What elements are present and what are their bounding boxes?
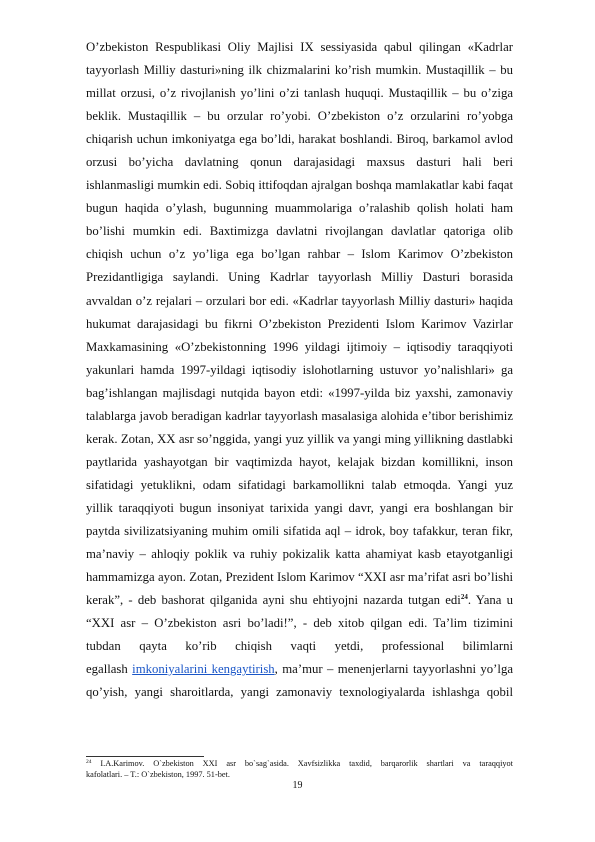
- footnote-line-1: [86, 758, 513, 769]
- text-line-17: talablarga javob beradigan kadrlar tayyorlash masalasiga alohida e’tibor berishimiz: [86, 408, 513, 423]
- footnote-reference[interactable]: 24: [460, 593, 468, 602]
- text-line-25: [86, 589, 513, 612]
- text-line-12: avvaldan o’z rejalari – orzulari bor edi. «Kadrlar tayyorlash Milliy dasturi» haqida: [86, 293, 513, 308]
- text-line-28-end: , ma’mur – menenjerlarni tayyorlashni yo’lga: [274, 662, 513, 677]
- text-line-27: tubdan qayta ko’rib chiqish vaqti yetdi, professional bilimlarni: [86, 639, 513, 654]
- footnote-divider: [86, 756, 204, 757]
- text-line-3: millat orzusi, o’z rivojlanish yo’lini o’zi tanlash huquqi. Mustaqillik – bu o’ziga: [86, 86, 513, 101]
- text-line-1: O’zbekiston Respublikasi Oliy Majlisi IX sessiyasida qabul qilingan «Kadrlar: [86, 40, 513, 54]
- text-line-10: chiqish uchun o’z yo’liga ega bo’lgan rahbar – Islom Karimov O’zbekiston: [86, 247, 513, 262]
- body-text: [86, 36, 513, 704]
- footnote-text-1: I.A.Karimov. O`zbekiston XXI asr bo`sag`asida. Xavfsizlikka taxdid, barqarorlik shartlari va taraqqiyot: [91, 759, 513, 768]
- text-line-28-start: egallash: [86, 662, 133, 677]
- text-line-21: yillik taraqqiyoti bugun insoniyat tarixida yangi davr, yangi era boshlangan bir: [86, 500, 513, 515]
- text-line-16: bag’ishlangan majlisdagi nutqida bayon etdi: «1997-yilda biz yaxshi, zamonaviy: [86, 385, 513, 400]
- text-line-11: Prezidantligiga saylandi. Uning Kadrlar tayyorlash Milliy Dasturi borasida: [86, 270, 513, 285]
- text-line-6: orzusi bo’yicha davlatning qonun darajasidagi maxsus dasturi hali beri: [86, 155, 513, 170]
- footnote-number: 24: [86, 759, 92, 765]
- text-line-2: tayyorlash Milliy dasturi»ning ilk chizmalarini ko’rish mumkin. Mustaqillik – bu: [86, 63, 513, 78]
- text-line-25-end: . Yana u: [467, 593, 514, 608]
- text-line-20: sifatidagi yetuklikni, odam sifatidagi barkamollikni talab etmoqda. Yangi yuz: [86, 477, 513, 492]
- text-line-18: kerak. Zotan, XX asr so’nggida, yangi yuz yillik va yangi ming yillikning dastlabki: [86, 431, 513, 446]
- text-line-14: Maxkamasining «O’zbekistonning 1996 yildagi ijtimoiy – iqtisodiy taraqqiyoti: [86, 339, 513, 354]
- text-line-22: paytda sivilizatsiyaning muhim omili sifatida aql – idrok, boy tafakkur, teran fikr,: [86, 523, 513, 538]
- hyperlink[interactable]: imkoniyalarini kengaytirish: [132, 662, 275, 677]
- text-line-25-start: kerak”, - deb bashorat qilganida ayni shu ehtiyojni nazarda tutgan edi: [86, 593, 461, 608]
- footnote-line-2: kafolatlari. – T.: O`zbekiston, 1997. 51-bet.: [86, 770, 230, 779]
- text-line-13: hukumat darajasidagi bu fikrni O’zbekiston Prezidenti Islom Karimov Vazirlar: [86, 316, 513, 331]
- footnote: [86, 758, 513, 780]
- text-line-15: yakunlari hamda 1997-yildagi iqtisodiy islohotlarning ustuvor yo’nalishlari» ga: [86, 362, 513, 377]
- page-number: 19: [292, 780, 303, 791]
- text-line-19: paytlarida yashayotgan bir vaqtimizda hayot, kelajak bizdan komillikni, inson: [86, 454, 513, 469]
- text-line-29: qo’yish, yangi sharoitlarda, yangi zamonaviy texnologiyalarda ishlashga qobil: [86, 685, 513, 700]
- text-line-23: ma’naviy – ahloqiy poklik va ruhiy pokizalik katta ahamiyat kasb etayotganligi: [86, 547, 513, 562]
- text-line-5: chiqarish uchun imkoniyatga ega bo’ldi, harakat boshlandi. Biroq, barkamol avlod: [86, 132, 513, 147]
- text-line-4: beklik. Mustaqillik – bu orzular ro’yobi. O’zbekiston o’z orzularini ro’yobga: [86, 109, 513, 124]
- text-line-24: hammamizga ayon. Zotan, Prezident Islom Karimov “XXI asr ma’rifat asri bo’lishi: [86, 570, 513, 585]
- text-line-28: [86, 658, 513, 681]
- text-line-7: ishlanmasligi mumkin edi. Sobiq ittifoqdan ajralgan boshqa mamlakatlar kabi faqat: [86, 178, 513, 193]
- text-line-26: “XXI asr – O’zbekiston asri bo’ladi!”, - deb xitob qilgan edi. Ta’lim tizimini: [86, 616, 513, 631]
- text-line-8: bugun haqida o’ylash, bugunning muammolariga o’ralashib qolish holati ham: [86, 201, 513, 216]
- text-line-9: bo’lishi mumkin edi. Baxtimizga davlatni rivojlangan davlatlar qatoriga olib: [86, 224, 513, 239]
